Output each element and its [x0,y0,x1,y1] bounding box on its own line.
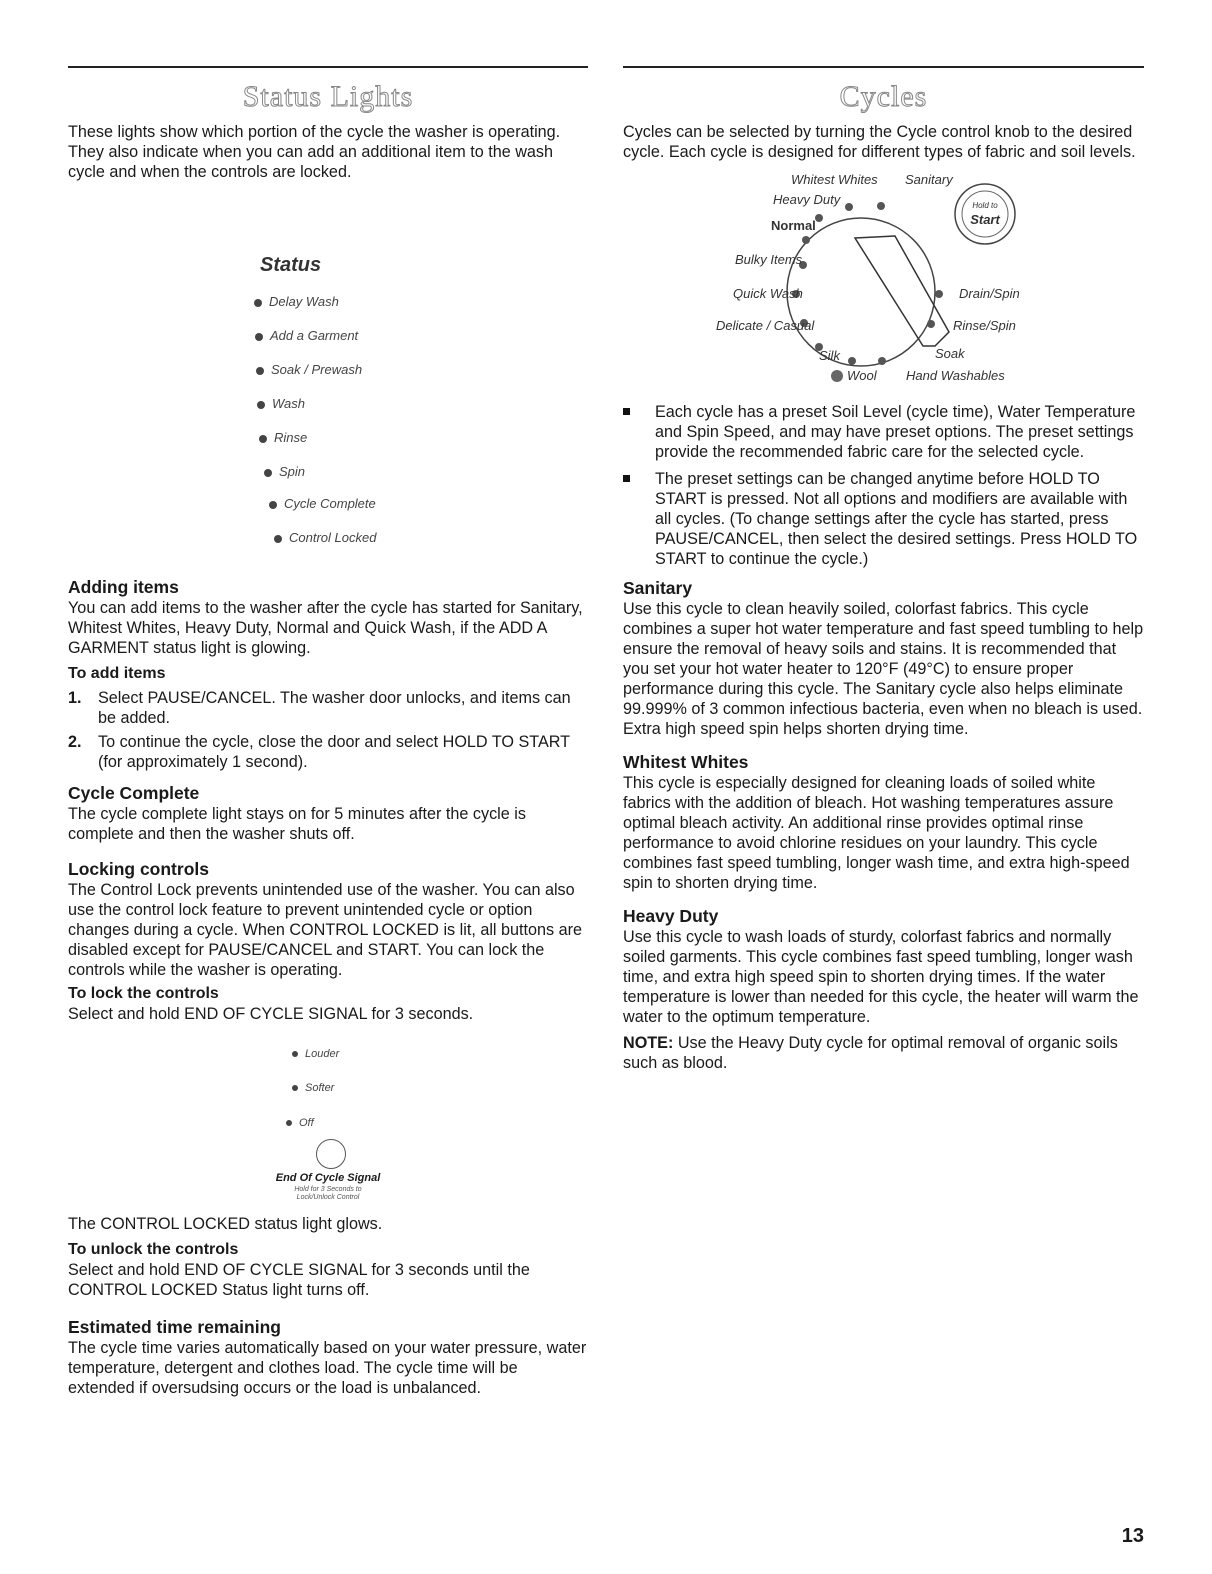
signal-item: Louder [292,1048,339,1060]
estimated-time-section [68,1316,588,1398]
dial-dot [815,214,823,222]
to-unlock-subheading: To unlock the controls [68,1241,239,1258]
right-flow [623,122,1144,1073]
wool-icon [831,370,843,382]
heavy-duty-label: Heavy Duty [773,192,841,207]
soak-label: Soak [935,346,965,361]
status-light-icon [269,501,277,509]
adding-items-heading: Adding items [68,577,179,597]
signal-item: Off [286,1117,314,1129]
dial-dot [935,290,943,298]
adding-items-section [68,576,588,772]
sanitary-text: Use this cycle to clean heavily soiled, colorfast fabrics. This cycle combines a super hot water temperature and fast speed tumbling to help ensure the removal of heavy soils and stains. It is recommended that you set your hot water heater to 120°F (49°C) to ensure proper performance during this cycle. The Sanitary cycle also helps eliminate 99.999% of 3 common infectious bacteria, even when no bleach is used. Extra high speed spin helps shorten drying time. [623,600,1144,738]
status-light-icon [264,469,272,477]
dial-dot [845,203,853,211]
cycles-title: Cycles [839,80,928,113]
whitest-whites-text: This cycle is especially designed for cleaning loads of soiled white fabrics with the addition of bleach. Hot washing temperatures assure optimal bleach activity. An additional rinse provides optimal rinse performance to avoid chlorine residues on your laundry. This cycle combines fast speed tumbling, longer wash time, and extra high-speed spin to shorten drying time. [623,774,1130,892]
silk-label: Silk [819,348,840,363]
step-item: 1. Select PAUSE/CANCEL. The washer door unlocks, and items can be added. [68,689,571,727]
dial-dot [802,236,810,244]
status-light-icon [254,299,262,307]
signal-light-icon [292,1051,298,1057]
cycle-complete-text: The cycle complete light stays on for 5 minutes after the cycle is complete and then the washer shuts off. [68,805,526,843]
signal-item: Softer [292,1082,334,1094]
cycle-complete-section [68,782,588,844]
adding-items-text: You can add items to the washer after the cycle has started for Sanitary, Whitest Whites, Heavy Duty, Normal and Quick Wash, if the ADD A GARMENT status light is glowing. [68,599,583,657]
heavy-duty-section [623,905,1144,1073]
hold-to-label: Hold to [972,201,998,210]
dial-dot [927,320,935,328]
status-lights-intro: These lights show which portion of the cycle the washer is operating. They also indicate when you can add an additional item to the wash cycle and when the controls are locked. [68,123,561,181]
control-locked-glow-text: The CONTROL LOCKED status light glows. [68,1215,383,1233]
signal-light-icon [286,1120,292,1126]
status-item: Add a Garment [255,328,358,343]
start-label: Start [970,212,1000,227]
dial-dot [878,357,886,365]
bullet-icon [623,408,630,415]
status-item: Spin [264,464,305,479]
bullet-item: The preset settings can be changed anytime before HOLD TO START is pressed. Not all options and modifiers are available with all cycles. (To change settings after the cycle has started, press PAUSE/CANCEL, then select the desired settings. Press HOLD TO START to continue the cycle.) [623,469,1144,569]
status-panel-header: Status [260,254,322,276]
signal-label: End Of Cycle Signal [275,1172,381,1184]
signal-button-icon [316,1139,346,1169]
cycle-bullets [623,402,1144,569]
sanitary-heading: Sanitary [623,578,693,598]
status-item: Wash [257,396,305,411]
status-item: Control Locked [274,530,376,545]
dial-dot [877,202,885,210]
bullet-item: Each cycle has a preset Soil Level (cycle time), Water Temperature and Spin Speed, and may have preset options. The preset settings provide the recommended fabric care for the selected cycle. [623,402,1144,462]
status-light-icon [274,535,282,543]
cycles-intro: Cycles can be selected by turning the Cycle control knob to the desired cycle. Each cycle is designed for different types of fabric and soil levels. [623,123,1136,161]
wool-label: Wool [847,368,877,383]
status-item: Cycle Complete [269,496,376,511]
bullet-icon [623,475,630,482]
page-number: 13 [1121,1525,1144,1547]
sanitary-section [623,577,1144,739]
status-lights-title: Status Lights [242,80,414,113]
to-lock-subheading: To lock the controls [68,985,219,1002]
rinse-spin-label: Rinse/Spin [953,318,1016,333]
to-lock-text: Select and hold END OF CYCLE SIGNAL for 3 seconds. [68,1005,474,1023]
normal-label: Normal [771,218,816,233]
heavy-duty-heading: Heavy Duty [623,906,719,926]
cycle-complete-heading: Cycle Complete [68,783,200,803]
signal-note: Hold for 3 Seconds to Lock/Unlock Control [294,1186,362,1201]
section-rule [68,66,588,68]
signal-light-icon [292,1085,298,1091]
status-item: Rinse [259,430,307,445]
locking-controls-text: The Control Lock prevents unintended use of the washer. You can also use the control lock feature to prevent unintended cycle or option changes during a cycle. When CONTROL LOCKED is lit, all buttons are disabled except for PAUSE/CANCEL and START. You can lock the controls while the washer is operating. [68,881,583,979]
bulky-items-label: Bulky Items [735,252,803,267]
delicate-casual-label: Delicate / Casual [716,318,815,333]
estimated-time-heading: Estimated time remaining [68,1317,281,1337]
add-items-steps [68,688,588,772]
estimated-time-text: The cycle time varies automatically based on your water pressure, water temperature, detergent and clothes load. The cycle time will be extended if oversudsing occurs or the load is unbalanced. [68,1339,587,1397]
whitest-whites-label: Whitest Whites [791,172,878,187]
status-item: Soak / Prewash [256,362,362,377]
step-item: 2. To continue the cycle, close the door and select HOLD TO START (for approximately 1 second). [68,733,570,771]
sanitary-label: Sanitary [905,172,953,187]
whitest-whites-section [623,751,1144,893]
status-light-icon [256,367,264,375]
whitest-whites-heading: Whitest Whites [623,752,749,772]
status-panel [68,182,588,545]
locking-controls-heading: Locking controls [68,859,209,879]
to-unlock-text: Select and hold END OF CYCLE SIGNAL for 3 seconds until the CONTROL LOCKED Status light turns off. [68,1261,530,1299]
heavy-duty-text: Use this cycle to wash loads of sturdy, colorfast fabrics and normally soiled garments. This cycle combines fast speed tumbling, longer wash time, and extra high speed spin to shorten drying times. If the water temperature is lower than needed for this cycle, the heater will warm the water to the optimum temperature. [623,928,1139,1026]
heavy-duty-note: NOTE: Use the Heavy Duty cycle for optimal removal of organic soils such as blood. [623,1034,1118,1072]
status-item: Delay Wash [254,294,339,309]
quick-wash-label: Quick Wash [733,286,803,301]
status-light-icon [259,435,267,443]
drain-spin-label: Drain/Spin [959,286,1020,301]
to-add-items-subheading: To add items [68,665,166,682]
hand-washables-label: Hand Washables [906,368,1005,383]
locking-controls-section [68,858,588,1024]
cycle-dial-diagram [623,170,1144,398]
section-rule [623,66,1144,68]
end-of-cycle-signal-panel [68,1024,588,1214]
left-flow [68,122,588,1398]
status-light-icon [257,401,265,409]
dial-dot [848,357,856,365]
status-light-icon [255,333,263,341]
